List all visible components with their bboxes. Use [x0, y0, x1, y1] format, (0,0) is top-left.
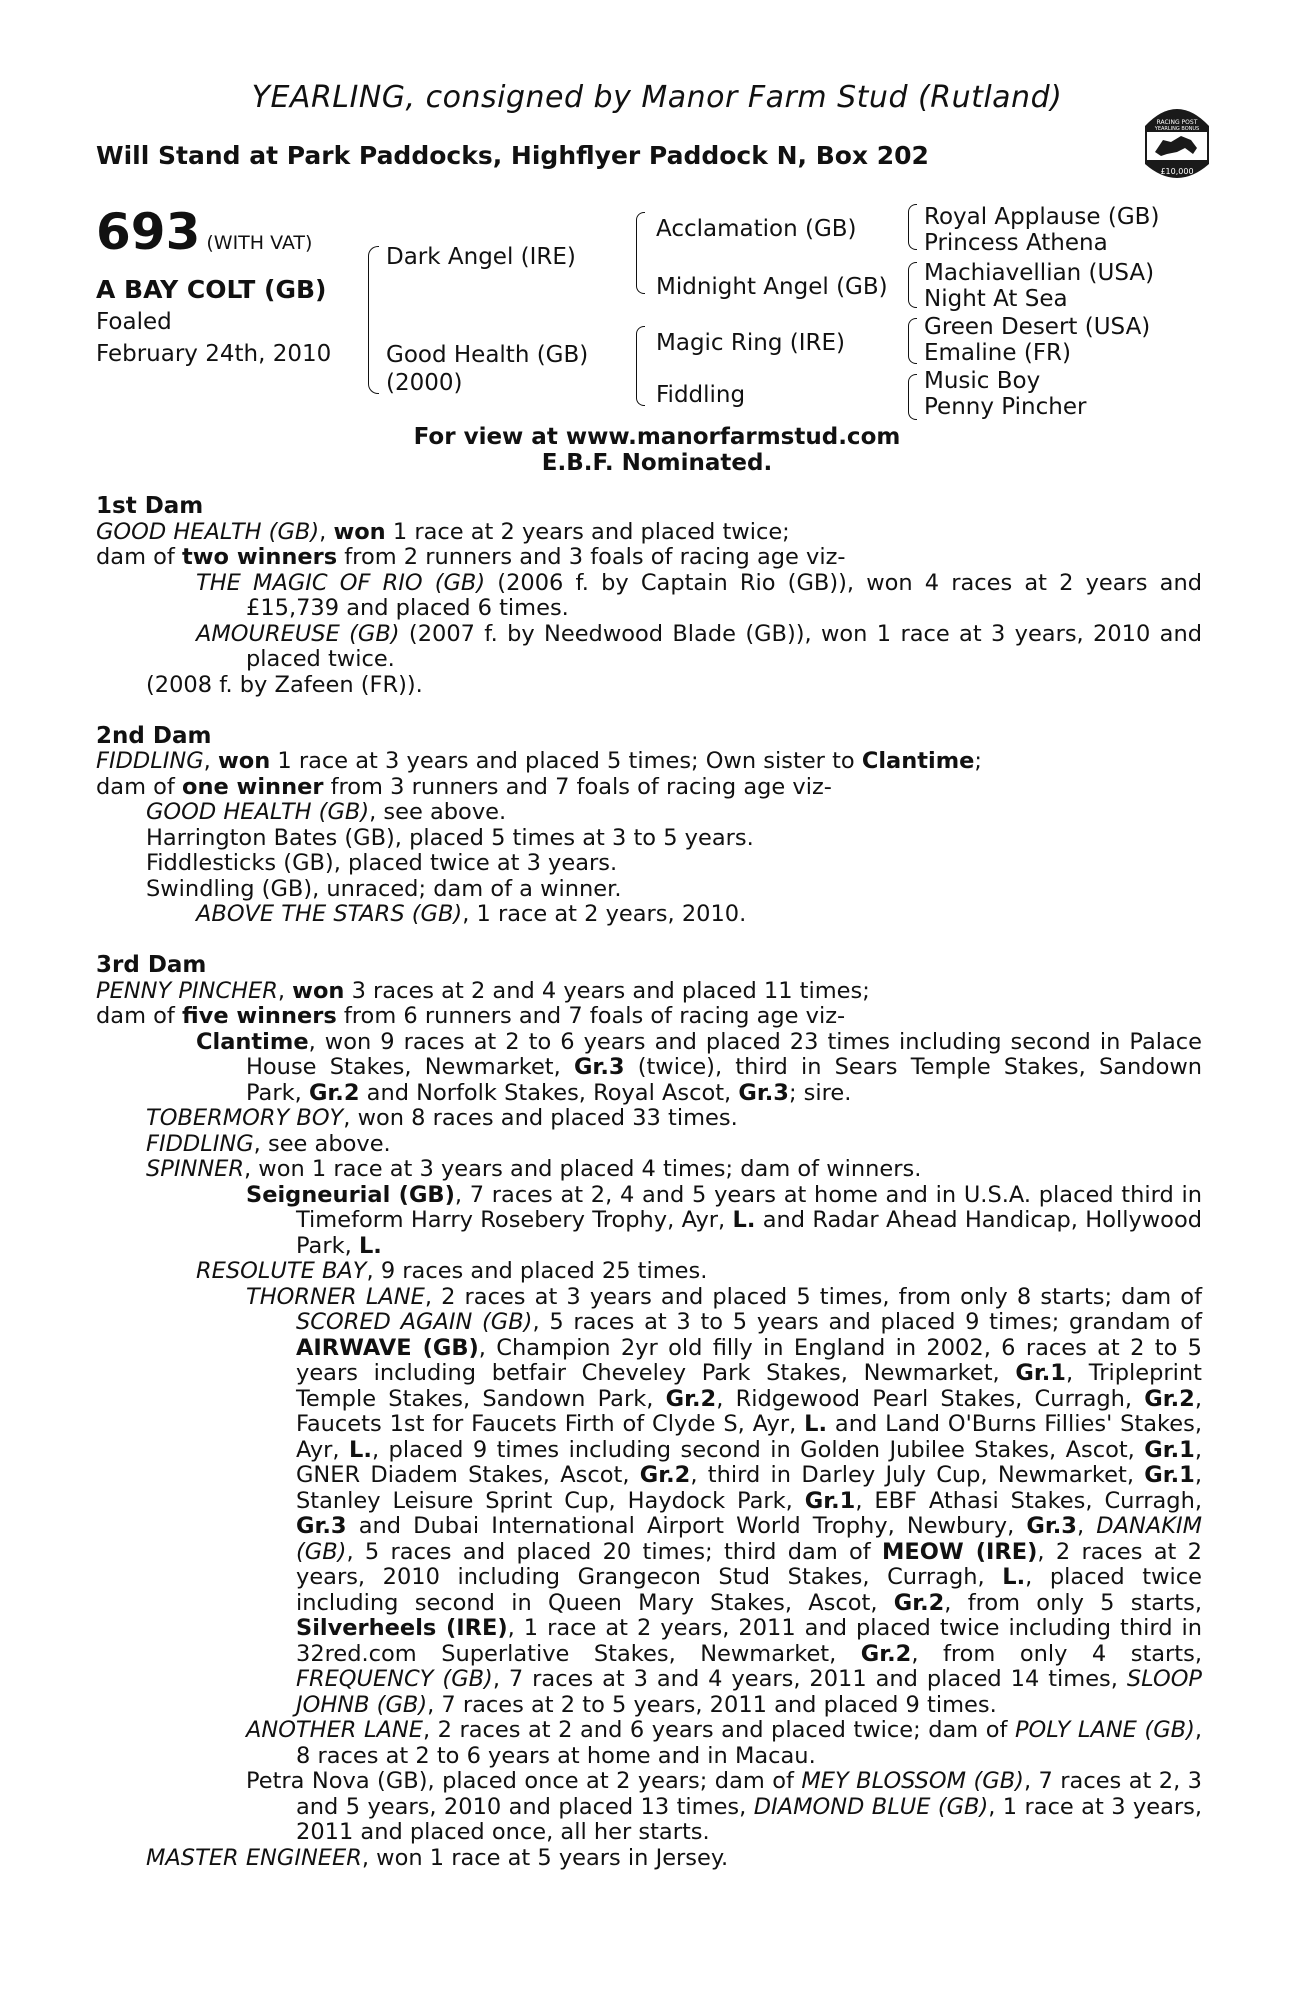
pedigree-sire: Dark Angel (IRE): [386, 244, 576, 270]
svg-text:£10,000: £10,000: [1160, 167, 1194, 176]
pedigree-brace: [908, 318, 917, 364]
lot-vat: (WITH VAT): [206, 232, 313, 254]
lot-foaled-label: Foaled: [96, 309, 172, 335]
pedigree-g6: Emaline (FR): [924, 340, 1072, 366]
pedigree-brace: [908, 204, 917, 250]
lot-sex: A BAY COLT (GB): [96, 275, 327, 304]
pedigree-g7: Music Boy: [924, 368, 1041, 394]
dam-paragraph: FIDDLING, won 1 race at 3 years and placed 5 times; Own sister to Clantime; dam of one winner from 3 runners and 7 foals of racing age viz- GOOD HEALTH (GB), see above. Harrington Bates (GB), placed 5 times at 3 to 5 years. Fiddlesticks (GB), placed twice at 3 years. Swindling (GB), unraced; dam of a winner. ABOVE THE STARS (GB), 1 race at 2 years, 2010.: [96, 748, 983, 927]
pedigree-g4: Night At Sea: [924, 286, 1068, 312]
yearling-bonus-badge-icon: [1137, 96, 1217, 188]
catalogue-body: [96, 494, 1202, 1871]
pedigree-sire-dam: Midnight Angel (GB): [656, 274, 888, 300]
pedigree-g2: Princess Athena: [924, 230, 1108, 256]
lot-number: 693: [96, 203, 201, 261]
pedigree-brace: [636, 212, 645, 294]
svg-text:YEARLING BONUS: YEARLING BONUS: [1154, 126, 1200, 132]
section-heading-3rd-dam: 3rd Dam: [96, 952, 207, 978]
pedigree-dam-year: (2000): [386, 370, 463, 396]
pedigree-g8: Penny Pincher: [924, 394, 1087, 420]
ebf-nominated: E.B.F. Nominated.: [541, 450, 773, 476]
section-heading-2nd-dam: 2nd Dam: [96, 722, 212, 749]
pedigree-dam-dam: Fiddling: [656, 382, 746, 408]
pedigree-g5: Green Desert (USA): [924, 314, 1151, 340]
dam-paragraph: PENNY PINCHER, won 3 races at 2 and 4 years and placed 11 times; dam of five winners from 6 runners and 7 foals of racing age viz- Clantime, won 9 races at 2 to 6 years and placed 23 times including second in Palace House Stakes, Newmarket, Gr.3 (twice), third in Sears Temple Stakes, Sandown Park, Gr.2 and Norfolk Stakes, Royal Ascot, Gr.3; sire. TOBERMORY BOY, won 8 races and placed 33 times. FIDDLING, see above. SPINNER, won 1 race at 3 years and placed 4 times; dam of winners. Seigneurial (GB), 7 races at 2, 4 and 5 years at home and in U.S.A. placed third in Timeform Harry Rosebery Trophy, Ayr, L. and Radar Ahead Handicap, Hollywood Park, L. RESOLUTE BAY, 9 races and placed 25 times. THORNER LANE, 2 races at 3 years and placed 5 times, from only 8 starts; dam of SCORED AGAIN (GB), 5 races at 3 to 5 years and placed 9 times; grandam of AIRWAVE (GB), Champion 2yr old filly in England in 2002, 6 races at 2 to 5 years including betfair Cheveley Park Stakes, Newmarket, Gr.1, Tripleprint Temple Stakes, Sandown Park, Gr.2, Ridgewood Pearl Stakes, Curragh, Gr.2, Faucets 1st for Faucets Firth of Clyde S, Ayr, L. and Land O'Burns Fillies' Stakes, Ayr, L., placed 9 times including second in Golden Jubilee Stakes, Ascot, Gr.1, GNER Diadem Stakes, Ascot, Gr.2, third in Darley July Cup, Newmarket, Gr.1, Stanley Leisure Sprint Cup, Haydock Park, Gr.1, EBF Athasi Stakes, Curragh, Gr.3 and Dubai International Airport World Trophy, Newbury, Gr.3, DANAKIM (GB), 5 races and placed 20 times; third dam of MEOW (IRE), 2 races at 2 years, 2010 including Grangecon Stud Stakes, Curragh, L., placed twice including second in Queen Mary Stakes, Ascot, Gr.2, from only 5 starts, Silverheels (IRE), 1 race at 2 years, 2011 and placed twice including third in 32red.com Superlative Stakes, Newmarket, Gr.2, from only 4 starts, FREQUENCY (GB), 7 races at 3 and 4 years, 2011 and placed 14 times, SLOOP JOHNB (GB), 7 races at 2 to 5 years, 2011 and placed 9 times. ANOTHER LANE, 2 races at 2 and 6 years and placed twice; dam of POLY LANE (GB), 8 races at 2 to 6 years at home and in Macau. Petra Nova (GB), placed once at 2 years; dam of MEY BLOSSOM (GB), 7 races at 2, 3 and 5 years, 2010 and placed 13 times, DIAMOND BLUE (GB), 1 race at 3 years, 2011 and placed once, all her starts. MASTER ENGINEER, won 1 race at 5 years in Jersey.: [96, 977, 1203, 1871]
section-heading-1st-dam: 1st Dam: [96, 493, 204, 519]
view-link: For view at www.manorfarmstud.com: [413, 424, 901, 450]
dam-paragraph: GOOD HEALTH (GB), won 1 race at 2 years and placed twice; dam of two winners from 2 runners and 3 foals of racing age viz- THE MAGIC OF RIO (GB) (2006 f. by Captain Rio (GB)), won 4 races at 2 years and £15,739 and placed 6 times. AMOUREUSE (GB) (2007 f. by Needwood Blade (GB)), won 1 race at 3 years, 2010 and placed twice. (2008 f. by Zafeen (FR)).: [96, 518, 1202, 698]
pedigree-brace: [908, 262, 917, 308]
pedigree-g1: Royal Applause (GB): [924, 204, 1160, 230]
pedigree-dam: Good Health (GB): [386, 342, 589, 368]
pedigree-sire-sire: Acclamation (GB): [656, 216, 857, 242]
page-title: YEARLING, consigned by Manor Farm Stud (Rutland): [251, 80, 1063, 115]
pedigree-brace: [368, 246, 379, 394]
stand-location: Will Stand at Park Paddocks, Highflyer Paddock N, Box 202: [96, 141, 929, 170]
svg-text:RACING POST: RACING POST: [1156, 119, 1198, 126]
pedigree-dam-sire: Magic Ring (IRE): [656, 330, 845, 356]
pedigree-g3: Machiavellian (USA): [924, 260, 1155, 286]
pedigree-brace: [908, 374, 917, 420]
lot-foaled-date: February 24th, 2010: [96, 341, 332, 367]
pedigree-brace: [636, 326, 645, 406]
lot-details: [96, 205, 331, 368]
